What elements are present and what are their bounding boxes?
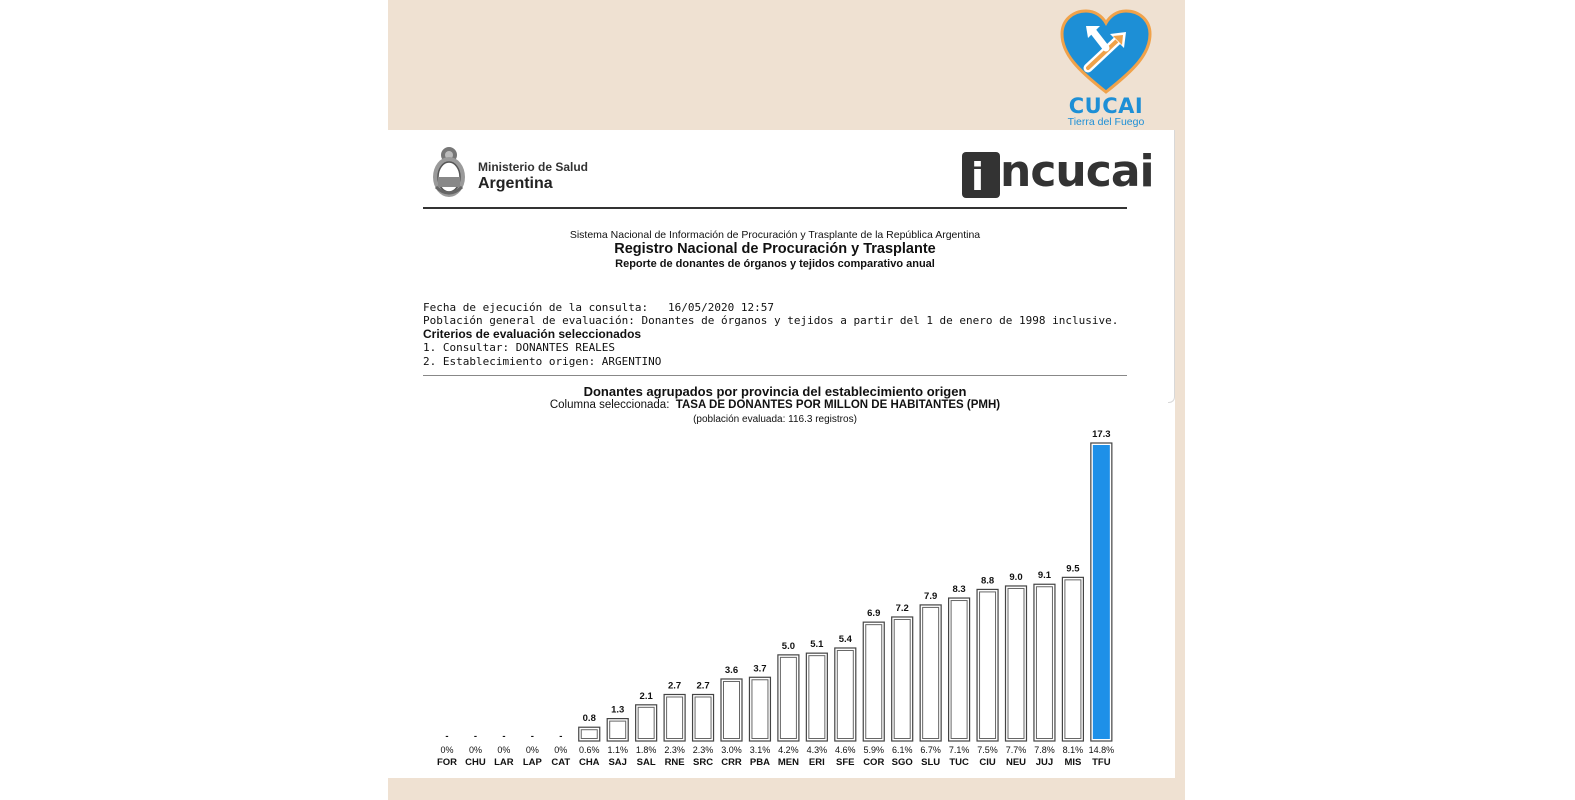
percent-label-cor: 5.9% (863, 745, 885, 755)
percent-label-slu: 6.7% (920, 745, 941, 755)
bar-tuc (949, 598, 970, 741)
category-label-ciu: CIU (979, 757, 996, 768)
value-label-src: 2.7 (696, 680, 710, 692)
category-label-sal: SAL (636, 757, 656, 768)
percent-label-tuc: 7.1% (948, 745, 970, 755)
percent-label-men: 4.2% (778, 745, 799, 755)
bar-ciu (977, 589, 998, 741)
query-date-value: 16/05/2020 12:57 (668, 301, 775, 314)
ministry-line1: Ministerio de Salud (478, 160, 589, 174)
bar-inner-tfu (1093, 446, 1109, 739)
percent-label-pba: 3.1% (749, 745, 771, 755)
percent-label-for: 0% (440, 745, 454, 755)
category-label-mis: MIS (1064, 757, 1082, 768)
population-label: Población general de evaluación: (423, 314, 635, 327)
ministry-line2: Argentina (478, 175, 553, 192)
bar-rne (664, 694, 685, 741)
category-label-saj: SAJ (608, 757, 627, 768)
category-label-rne: RNE (664, 757, 685, 768)
bar-men (778, 655, 799, 741)
bar-saj (607, 719, 628, 741)
system-title: Sistema Nacional de Información de Procuración y Trasplante de la República Argentina (569, 229, 981, 241)
category-label-men: MEN (777, 757, 799, 768)
percent-label-mis: 8.1% (1062, 745, 1084, 755)
percent-label-rne: 2.3% (664, 745, 685, 755)
category-label-juj: JUJ (1035, 757, 1054, 768)
category-label-crr: CRR (721, 757, 742, 768)
category-label-slu: SLU (921, 757, 941, 768)
value-label-cha: 0.8 (582, 713, 596, 725)
percent-label-chu: 0% (468, 745, 482, 755)
value-label-cat: - (559, 731, 563, 742)
category-label-eri: ERI (808, 757, 825, 768)
bar-crr (721, 679, 742, 741)
category-label-sgo: SGO (891, 757, 913, 768)
value-label-juj: 9.1 (1037, 570, 1052, 582)
percent-label-neu: 7.7% (1005, 745, 1027, 755)
bar-mis (1062, 577, 1083, 741)
category-label-tfu: TFU (1092, 757, 1111, 768)
value-label-sgo: 7.2 (895, 602, 909, 614)
registry-title: Registro Nacional de Procuración y Trasplante (614, 241, 936, 257)
category-label-tuc: TUC (949, 757, 969, 768)
value-label-ciu: 8.8 (980, 575, 995, 587)
chart-note: (población evaluada: 116.3 registros) (693, 414, 857, 425)
bar-cor (863, 622, 884, 741)
value-label-crr: 3.6 (724, 664, 739, 676)
criterion-2: 2. Establecimiento origen: ARGENTINO (423, 355, 662, 368)
value-label-lar: - (502, 731, 506, 742)
value-label-chu: - (473, 731, 478, 742)
bar-neu (1006, 586, 1027, 741)
query-date-label: Fecha de ejecución de la consulta: (423, 301, 649, 314)
percent-label-sgo: 6.1% (891, 745, 913, 755)
value-label-neu: 9.0 (1009, 571, 1023, 583)
category-label-cor: COR (863, 757, 885, 768)
value-label-eri: 5.1 (810, 639, 824, 651)
value-label-sal: 2.1 (639, 690, 653, 702)
value-label-tuc: 8.3 (952, 584, 966, 596)
percent-label-crr: 3.0% (721, 745, 742, 755)
bar-sfe (835, 648, 856, 741)
category-label-src: SRC (693, 757, 714, 768)
value-label-cor: 6.9 (867, 608, 881, 620)
percent-label-cat: 0% (554, 745, 568, 755)
category-label-cha: CHA (578, 757, 600, 768)
chart-subtitle-value: TASA DE DONANTES POR MILLON DE HABITANTES (PMH) (675, 399, 1001, 411)
percent-label-cha: 0.6% (578, 745, 600, 755)
percent-label-juj: 7.8% (1034, 745, 1055, 755)
category-label-lar: LAR (494, 757, 514, 768)
category-label-lap: LAP (522, 757, 542, 768)
bar-slu (920, 605, 941, 741)
percent-label-lar: 0% (497, 745, 511, 755)
percent-label-lap: 0% (525, 745, 539, 755)
value-label-lap: - (530, 731, 534, 742)
category-label-pba: PBA (749, 757, 770, 768)
report-title: Reporte de donantes de órganos y tejidos comparativo anual (615, 258, 935, 270)
bar-pba (749, 677, 770, 741)
cucai-subtitle: Tierra del Fuego (1067, 116, 1145, 128)
bar-src (693, 694, 714, 741)
value-label-rne: 2.7 (667, 680, 682, 692)
percent-label-src: 2.3% (692, 745, 714, 755)
percent-label-eri: 4.3% (806, 745, 828, 755)
value-label-for: - (445, 731, 449, 742)
percent-label-sal: 1.8% (635, 745, 657, 755)
bar-sgo (892, 617, 913, 741)
value-label-pba: 3.7 (753, 663, 767, 675)
category-label-chu: CHU (465, 757, 486, 768)
chart-title: Donantes agrupados por provincia del establecimiento origen (583, 384, 967, 399)
population-value: Donantes de órganos y tejidos a partir del 1 de enero de 1998 inclusive. (641, 314, 1119, 327)
category-label-for: FOR (436, 757, 458, 768)
value-label-sfe: 5.4 (838, 633, 852, 645)
percent-label-ciu: 7.5% (977, 745, 998, 755)
value-label-tfu: 17.3 (1092, 429, 1111, 440)
value-label-slu: 7.9 (924, 590, 938, 602)
value-label-men: 5.0 (781, 640, 796, 652)
incucai-badge-letter: i (971, 155, 985, 199)
category-label-cat: CAT (551, 757, 571, 768)
percent-label-tfu: 14.8% (1088, 745, 1115, 755)
percent-label-sfe: 4.6% (835, 745, 856, 755)
chart-subtitle-label: Columna seleccionada: (549, 399, 670, 411)
percent-label-saj: 1.1% (607, 745, 628, 755)
category-label-neu: NEU (1005, 757, 1027, 768)
criterion-1: 1. Consultar: DONANTES REALES (423, 341, 616, 354)
value-label-mis: 9.5 (1066, 563, 1080, 575)
category-label-sfe: SFE (836, 757, 855, 768)
bar-juj (1034, 584, 1055, 741)
cucai-name: CUCAI (1068, 94, 1144, 118)
value-label-saj: 1.3 (611, 704, 625, 716)
bar-sal (636, 705, 657, 741)
incucai-wordmark: ncucai (1000, 146, 1154, 197)
criteria-heading: Criterios de evaluación seleccionados (423, 327, 642, 341)
bar-eri (806, 653, 827, 741)
